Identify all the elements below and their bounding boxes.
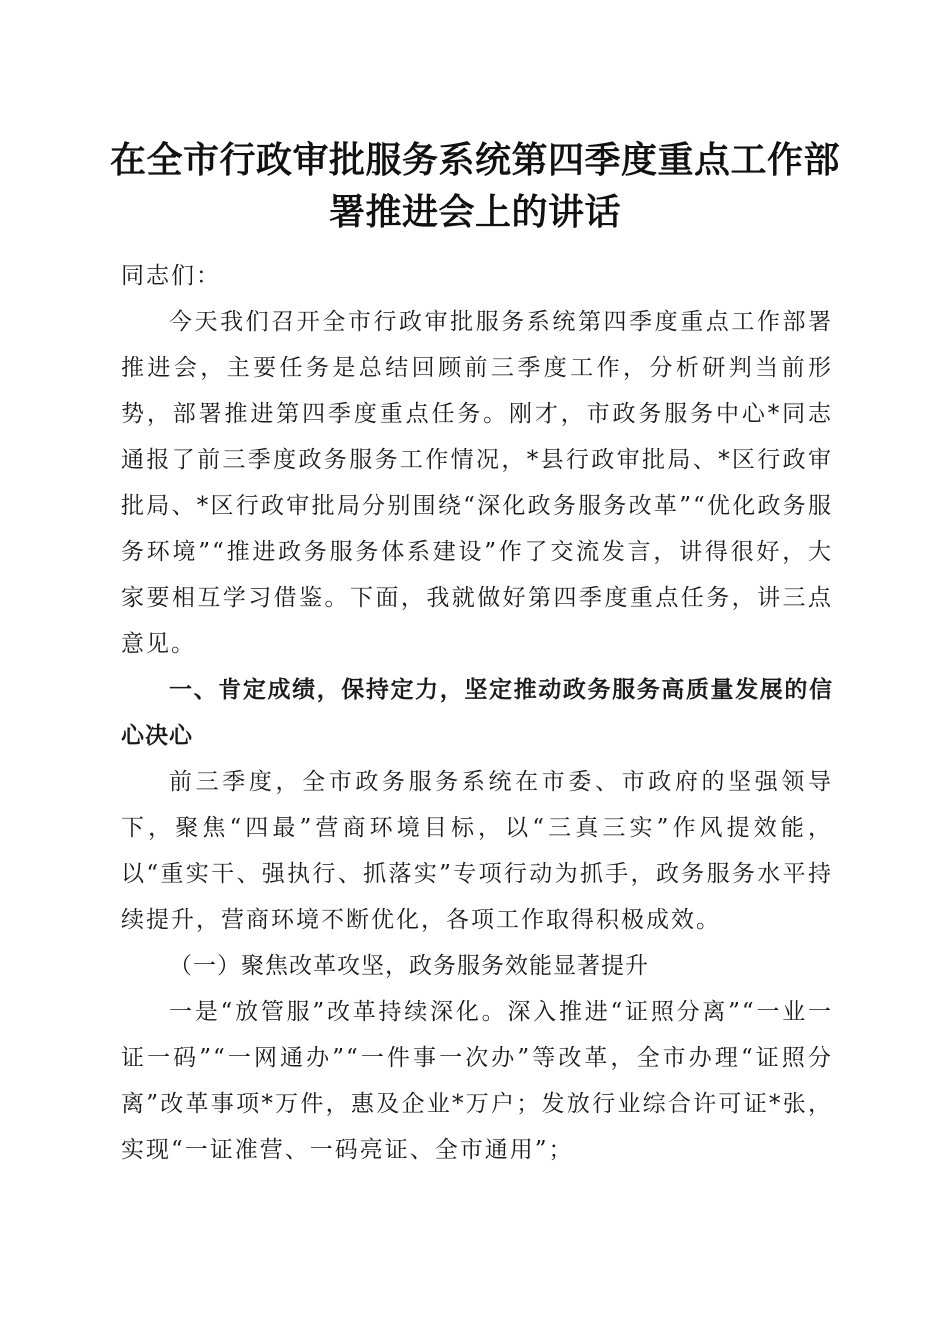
section-1-paragraph: 前三季度，全市政务服务系统在市委、市政府的坚强领导下，聚焦“四最”营商环境目标，以“三真三实”作风提效能，以“重实干、强执行、抓落实”专项行动为抓手，政务服务水平持续提升，营商环境不断优化，各项工作取得积极成效。 (121, 769, 833, 933)
salutation: 同志们： (121, 263, 221, 289)
intro-paragraph: 今天我们召开全市行政审批服务系统第四季度重点工作部署推进会，主要任务是总结回顾前三季度工作，分析研判当前形势，部署推进第四季度重点任务。刚才，市政务服务中心*同志通报了前三季度政务服务工作情况，*县行政审批局、*区行政审批局、*区行政审批局分别围绕“深化政务服务改革”“优化政务服务环境”“推进政务服务体系建设”作了交流发言，讲得很好，大家要相互学习借鉴。下面，我就做好第四季度重点任务，讲三点意见。 (121, 309, 833, 657)
document-title: 在全市行政审批服务系统第四季度重点工作部署推进会上的讲话 (110, 139, 841, 233)
subsection-1-heading: （一）聚焦改革攻坚，政务服务效能显著提升 (169, 953, 649, 979)
subsection-1-paragraph: 一是“放管服”改革持续深化。深入推进“证照分离”“一业一证一码”“一网通办”“一件事一次办”等改革，全市办理“证照分离”改革事项*万件，惠及企业*万户；发放行业综合许可证*张，实现“一证准营、一码亮证、全市通用”； (121, 999, 833, 1163)
document-body (121, 253, 833, 1173)
section-1-heading: 一、肯定成绩，保持定力，坚定推动政务服务高质量发展的信心决心 (121, 677, 833, 749)
